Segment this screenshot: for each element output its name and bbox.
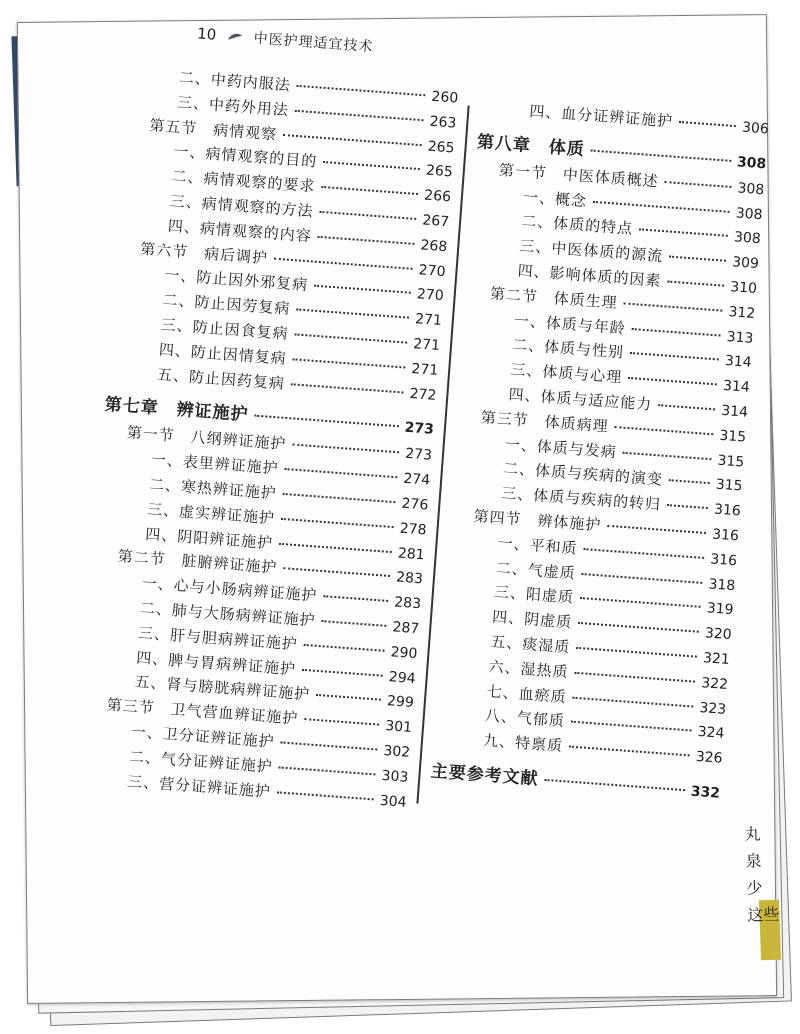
toc-page-number: 313	[726, 328, 754, 347]
dot-leader	[632, 328, 721, 337]
toc-entry-title: 八、气郁质	[484, 706, 566, 731]
toc-entry-title: 第六节 病后调护	[139, 239, 269, 267]
toc-entry-title: 三、营分证辨证施护	[126, 771, 272, 801]
running-header	[196, 23, 374, 56]
dot-leader	[319, 211, 416, 220]
toc-page-number: 308	[733, 229, 762, 248]
dot-leader	[283, 493, 396, 503]
dot-leader	[591, 149, 732, 161]
toc-entry-title: 二、中药内服法	[178, 68, 292, 95]
toc-page-number: 260	[430, 88, 459, 107]
toc-entry-title: 一、平和质	[497, 533, 579, 558]
dot-leader	[669, 256, 726, 262]
toc-page-number: 272	[409, 385, 437, 404]
toc-entry-title: 三、体质与疾病的转归	[500, 484, 662, 514]
toc-page-number: 312	[727, 303, 756, 322]
toc-page-number: 299	[386, 693, 415, 712]
side-fragment: 少	[746, 878, 763, 898]
side-fragment: 泉	[745, 851, 762, 871]
dot-leader	[582, 573, 703, 584]
toc-page-number: 308	[735, 204, 764, 223]
toc-page-number: 332	[690, 783, 721, 802]
toc-page-number: 322	[700, 674, 729, 693]
toc-entry-title: 二、防止因劳复病	[161, 290, 291, 319]
toc-entry-title: 一、表里辨证施护	[150, 450, 280, 478]
toc-page-number: 281	[397, 545, 426, 563]
toc-entry-title: 四、阴虚质	[491, 607, 573, 632]
adjacent-page-fragment	[744, 819, 794, 929]
toc-page-number: 274	[402, 470, 431, 489]
toc-page-number: 283	[393, 594, 422, 613]
toc-page-number: 265	[425, 162, 454, 181]
toc-entry-title: 一、体质与发病	[504, 434, 618, 461]
dot-leader	[580, 597, 701, 608]
toc-entry-title: 五、防止因药复病	[156, 364, 286, 393]
toc-page-number: 270	[416, 286, 445, 305]
toc-entry-title: 一、概念	[522, 187, 588, 210]
dot-leader	[295, 110, 424, 121]
toc-entry-title: 四、病情观察的内容	[167, 216, 313, 246]
dot-leader	[279, 542, 392, 552]
dot-leader	[281, 518, 394, 528]
toc-page-number: 308	[736, 154, 767, 173]
book-title: 中医护理适宜技术	[253, 30, 374, 56]
toc-entry-title: 第四节 辨体施护	[472, 506, 602, 535]
toc-entry-title: 二、体质与疾病的演变	[502, 459, 664, 490]
dot-leader	[593, 200, 730, 212]
dot-leader	[314, 285, 411, 294]
toc-page-number: 294	[388, 668, 417, 687]
toc-entry-title: 五、肾与膀胱病辨证施护	[133, 672, 311, 704]
toc-entry-title: 二、体质与性别	[511, 335, 625, 362]
toc-entry-title: 二、寒热辨证施护	[148, 475, 278, 503]
dot-leader	[304, 644, 385, 652]
toc-entry-title: 第七章 辨证施护	[104, 395, 250, 426]
toc-page-number: 309	[731, 254, 760, 273]
toc-page-number: 316	[709, 551, 738, 570]
toc-page	[7, 6, 792, 966]
toc-page-number: 316	[711, 526, 740, 545]
toc-page-number: 273	[404, 420, 435, 439]
toc-page-number: 314	[722, 378, 751, 396]
dot-leader	[623, 451, 712, 460]
dot-leader	[614, 426, 713, 435]
dot-leader	[292, 444, 399, 454]
toc-entry-title: 九、特禀质	[482, 731, 564, 756]
toc-entry-title: 三、中医体质的源流	[518, 236, 664, 266]
toc-entry-title: 六、湿热质	[487, 657, 570, 682]
toc-entry-title: 二、体质的特点	[520, 212, 634, 239]
dot-leader	[658, 404, 715, 410]
dot-leader	[318, 236, 415, 245]
dot-leader	[283, 134, 422, 146]
toc-page-number: 265	[427, 138, 456, 157]
dot-leader	[279, 766, 376, 775]
toc-page-number: 270	[418, 261, 447, 280]
dot-leader	[291, 383, 404, 393]
toc-page-number: 266	[423, 187, 452, 206]
toc-entry-title: 一、卫分证辨证施护	[130, 722, 276, 751]
dot-leader	[323, 595, 388, 602]
toc-entry-title: 二、气虚质	[495, 558, 577, 583]
toc-left-column	[76, 63, 459, 816]
dot-leader	[578, 622, 699, 633]
dot-leader	[304, 718, 379, 726]
dot-leader	[294, 333, 407, 343]
toc-entry-title: 三、中药外用法	[176, 92, 290, 120]
toc-entry-title: 主要参考文献	[430, 761, 540, 790]
dot-leader	[283, 568, 390, 578]
toc-right-column	[430, 96, 770, 807]
dot-leader	[321, 620, 386, 627]
toc-page-number: 271	[410, 360, 439, 379]
dot-leader	[630, 352, 719, 361]
dot-leader	[667, 504, 708, 509]
toc-page-number: 320	[704, 625, 733, 644]
toc-page-number: 278	[399, 520, 428, 539]
toc-entry-title: 三、肝与胆病辨证施护	[137, 623, 299, 654]
toc-entry-title: 四、血分证辨证施护	[528, 101, 674, 131]
dot-leader	[277, 791, 374, 800]
toc-entry-title: 七、血瘀质	[486, 681, 568, 706]
dot-leader	[284, 468, 397, 478]
toc-page-number: 287	[391, 619, 420, 638]
toc-page-number: 302	[382, 742, 411, 761]
dot-leader	[297, 85, 426, 96]
toc-entry-title: 二、肺与大肠病辨证施护	[139, 598, 317, 630]
toc-page-number: 321	[702, 650, 731, 669]
toc-page-number: 324	[697, 724, 725, 743]
dot-leader	[293, 358, 406, 368]
toc-page-number: 310	[729, 279, 758, 298]
dot-leader	[574, 671, 695, 682]
toc-entry-title: 二、病情观察的要求	[171, 167, 316, 196]
toc-entry-title: 一、防止因外邪复病	[163, 266, 309, 295]
toc-entry-title: 四、影响体质的因素	[517, 261, 663, 291]
dot-leader	[576, 647, 697, 658]
toc-entry-title: 四、体质与适应能力	[507, 385, 653, 414]
toc-page-number: 290	[390, 644, 418, 662]
dot-leader	[302, 668, 383, 676]
dot-leader	[569, 746, 690, 757]
side-fragment: 这些	[747, 904, 780, 925]
toc-entry-title: 四、防止因情复病	[158, 340, 288, 368]
dot-leader	[323, 161, 420, 170]
dot-leader	[665, 181, 732, 188]
dot-leader	[607, 525, 706, 534]
toc-page-number: 283	[395, 569, 424, 588]
page-number: 10	[196, 24, 217, 44]
toc-entry-title: 第二节 体质生理	[489, 284, 619, 312]
toc-page-number: 304	[379, 792, 408, 811]
dot-leader	[280, 741, 377, 750]
toc-page-number: 267	[421, 212, 450, 231]
dot-leader	[624, 302, 723, 311]
dot-leader	[316, 694, 381, 701]
dot-leader	[628, 377, 717, 386]
toc-page-number: 315	[717, 452, 745, 471]
toc-entry-title: 四、阴阳辨证施护	[144, 524, 274, 552]
toc-entry-title: 三、虚实辨证施护	[146, 499, 276, 528]
dot-leader	[573, 696, 694, 707]
toc-page-number: 326	[695, 749, 724, 767]
toc-page-number: 301	[384, 718, 413, 737]
toc-entry-title: 二、气分证辨证施护	[128, 747, 274, 776]
toc-entry-title: 第三节 卫气营血辨证施护	[106, 695, 299, 728]
toc-entry-title: 一、病情观察的目的	[172, 142, 318, 171]
toc-page-number: 314	[724, 353, 753, 372]
toc-page-number: 316	[713, 501, 742, 520]
dot-leader	[669, 480, 710, 485]
toc-entry-title: 一、体质与年龄	[513, 310, 627, 338]
dot-leader	[667, 280, 724, 286]
toc-entry-title: 第一节 中医体质概述	[498, 160, 660, 191]
toc-entry-title: 第一节 八纲辨证施护	[126, 423, 288, 454]
toc-page-number: 323	[698, 699, 727, 718]
toc-page-number: 271	[414, 311, 443, 330]
dot-leader	[254, 415, 399, 428]
toc-entry-title: 第二节 脏腑辨证施护	[117, 547, 278, 578]
toc-entry-title: 三、防止因食复病	[160, 315, 290, 343]
toc-page-number: 273	[404, 446, 433, 465]
toc-page-number: 271	[412, 336, 441, 354]
side-fragment: 丸	[744, 824, 761, 844]
toc-entry-title: 三、病情观察的方法	[169, 191, 315, 221]
dot-leader	[571, 721, 692, 732]
toc-page-number: 315	[718, 427, 747, 446]
toc-page-number: 268	[419, 237, 448, 256]
toc-page-number: 308	[737, 180, 765, 199]
toc-entry-title: 一、心与小肠病辨证施护	[141, 573, 319, 605]
dot-leader	[639, 229, 728, 238]
dot-leader	[274, 257, 413, 269]
dot-leader	[583, 548, 704, 559]
dot-leader	[296, 309, 409, 319]
toc-page-number: 276	[401, 495, 429, 514]
toc-page-number: 314	[720, 402, 749, 421]
toc-entry-title: 三、体质与心理	[509, 360, 623, 387]
toc-entry-title: 第八章 体质	[476, 132, 586, 160]
toc-page-number: 303	[381, 767, 409, 786]
dot-leader	[679, 121, 736, 127]
toc-page-number: 318	[707, 575, 736, 594]
toc-entry-title: 五、痰湿质	[489, 632, 571, 657]
toc-entry-title: 四、脾与胃病辨证施护	[135, 648, 297, 678]
toc-entry-title: 三、阳虚质	[493, 583, 575, 607]
toc-page-number: 319	[706, 600, 734, 619]
toc-entry-title: 第五节 病情观察	[148, 115, 278, 144]
dot-leader	[321, 186, 418, 195]
leaf-ornament-icon	[227, 32, 244, 43]
toc-entry-title: 第三节 体质病理	[480, 408, 610, 436]
dot-leader	[544, 779, 685, 791]
toc-page-number: 315	[715, 476, 744, 495]
toc-page-number: 306	[741, 119, 770, 138]
toc-page-number: 263	[429, 113, 457, 132]
